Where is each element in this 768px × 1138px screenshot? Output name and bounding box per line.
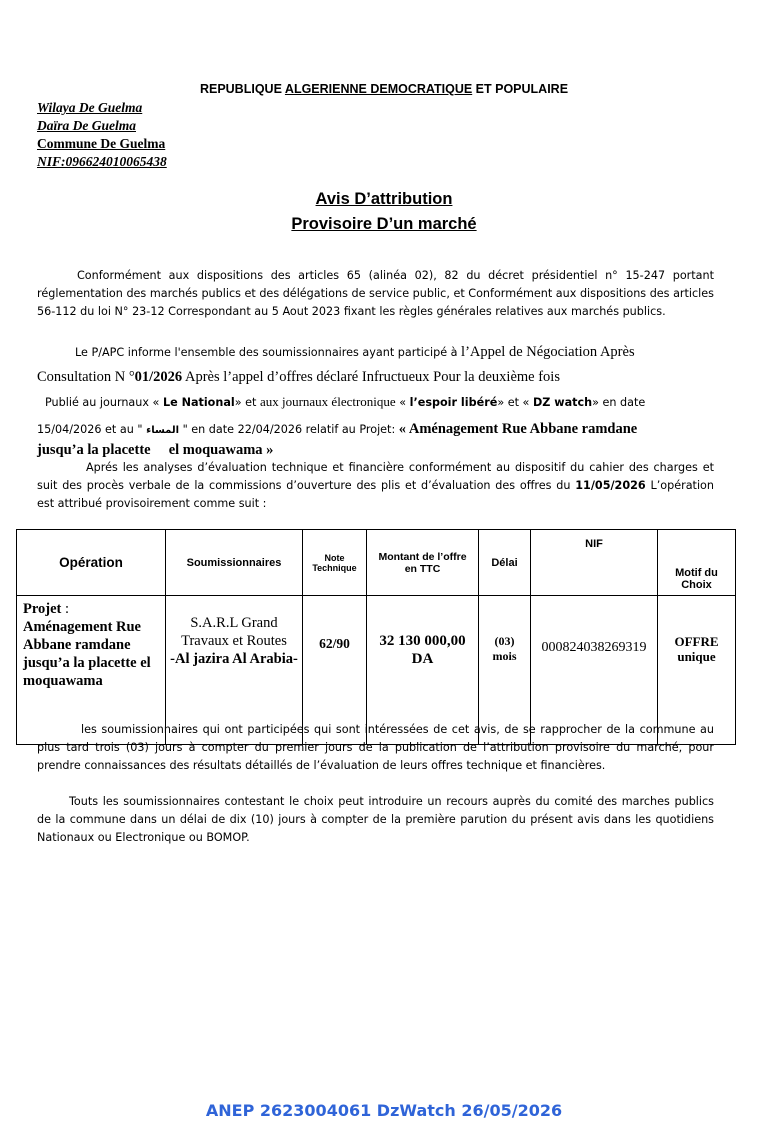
projet-label: Projet [23, 601, 62, 617]
header-delai: Délai [479, 530, 531, 596]
intro-line-4c: " en date 22/04/2026 relatif au Projet: [179, 423, 399, 436]
intro-line-4a: 15/04/2026 et au " [37, 423, 147, 436]
intro-line-1b: l’Appel de Négociation Après [461, 344, 635, 360]
republic-header [0, 82, 768, 96]
attribution-table [16, 529, 736, 745]
intro-line-1 [75, 341, 635, 361]
closing-paragraph-2: Touts les soumissionnaires contestant le choix peut introduire un recours auprès du comité des marches publics de la commune dans un délai de dix (10) jours à compter de la première parution du présent avis dans les quotidiens Nationaux ou Electronique ou BOMOP. [37, 795, 714, 844]
journal-el-massa: المساء [146, 425, 180, 436]
footer-reference: ANEP 2623004061 DzWatch 26/05/2026 [205, 1101, 563, 1120]
intro-line-3a: Publié au journaux « [45, 396, 163, 409]
consultation-number: 01/2026 [134, 369, 183, 385]
intro-line-1a: Le P/APC informe l'ensemble des soumissionnaires ayant participé à [75, 346, 462, 359]
header-motif: Motif du Choix [658, 530, 736, 596]
header-montant: Montant de l’offre en TTC [367, 530, 479, 596]
soumissionnaire-subname: -Al jazira Al Arabia- [170, 651, 298, 667]
republic-text-1: REPUBLIQUE [199, 82, 285, 96]
intro-line-4 [37, 418, 637, 438]
intro-line-2 [37, 366, 560, 386]
cell-note: 62/90 [303, 596, 367, 745]
cell-delai: (03) mois [479, 596, 531, 745]
project-name-part-2: jusqu’a la placette el moquawama » [37, 442, 274, 458]
soumissionnaire-name: S.A.R.L Grand Travaux et Routes [181, 615, 287, 649]
intro-line-3e: « [395, 396, 410, 409]
commune-line: Commune De Guelma [37, 136, 166, 151]
closing-paragraph-1: les soumissionnaires qui ont participées qui sont intéressées de cet avis, de se rapprocher de la commune au plus tard trois (03) jours à compter du premier jours de la publication de l’attribution provisoire du marché, pour prendre connaissances des résultats détaillés de l’évaluation de leurs offres technique et financières. [37, 723, 714, 772]
evaluation-paragraph [37, 459, 714, 513]
header-operation: Opération [17, 530, 166, 596]
cell-montant: 32 130 000,00 DA [367, 596, 479, 745]
projet-description: Aménagement Rue Abbane ramdane jusqu’a la placette el moquawama [23, 619, 151, 689]
header-note-technique: Note Technique [303, 530, 367, 596]
intro-line-2a: Consultation N ° [37, 369, 135, 385]
nif-line: NIF:096624010065438 [37, 154, 167, 169]
republic-text-3: ET POPULAIRE [472, 82, 569, 96]
evaluation-text-a: Aprés les analyses d’évaluation technique et financière conformément au dispositif du cahier des charges et suit des procès verbale de la commissions d’ouverture des plis et d’évaluation des offres du [37, 461, 714, 492]
title-line-2: Provisoire D’un marché [291, 215, 477, 233]
intro-line-2c: Après l’appel d’offres déclaré Infructueux Pour la deuxième fois [182, 369, 560, 385]
title-line-1: Avis D’attribution [315, 190, 453, 208]
journal-espoir-libere: l’espoir libéré [409, 396, 498, 409]
project-name-part-1: « Aménagement Rue Abbane ramdane [398, 421, 638, 437]
republic-text-2: ALGERIENNE DEMOCRATIQUE [284, 82, 473, 96]
intro-paragraph: Conformément aux dispositions des articles 65 (alinéa 02), 82 du décret présidentiel n° 15-247 portant réglementation des marchés publics et des délégations de service public, et Conformément aux dispositions des articles 56-112 du loi N° 23-12 Correspondant au 5 Aout 2023 fixant les règles générales relatives aux marchés publics. [37, 269, 714, 318]
intro-line-3d: aux journaux électronique [259, 394, 396, 409]
cell-motif: OFFRE unique [658, 596, 736, 745]
admin-block [37, 99, 167, 171]
header-soumissionnaires: Soumissionnaires [166, 530, 303, 596]
header-nif: NIF [531, 530, 658, 596]
intro-line-3c: » et [234, 396, 260, 409]
projet-colon: : [61, 601, 70, 617]
intro-line-3 [45, 391, 645, 410]
intro-line-3i: » en date [592, 396, 646, 409]
evaluation-date: 11/05/2026 [575, 479, 646, 492]
daira-line: Daïra De Guelma [37, 118, 136, 133]
intro-line-3g: » et « [497, 396, 533, 409]
table-header-row [17, 530, 736, 596]
wilaya-line: Wilaya De Guelma [37, 100, 143, 115]
cell-nif: 000824038269319 [531, 596, 658, 745]
journal-le-national: Le National [162, 396, 235, 409]
journal-dz-watch: DZ watch [532, 396, 593, 409]
evaluation-text-c: L’opération est attribué provisoirement comme suit : [37, 479, 714, 510]
